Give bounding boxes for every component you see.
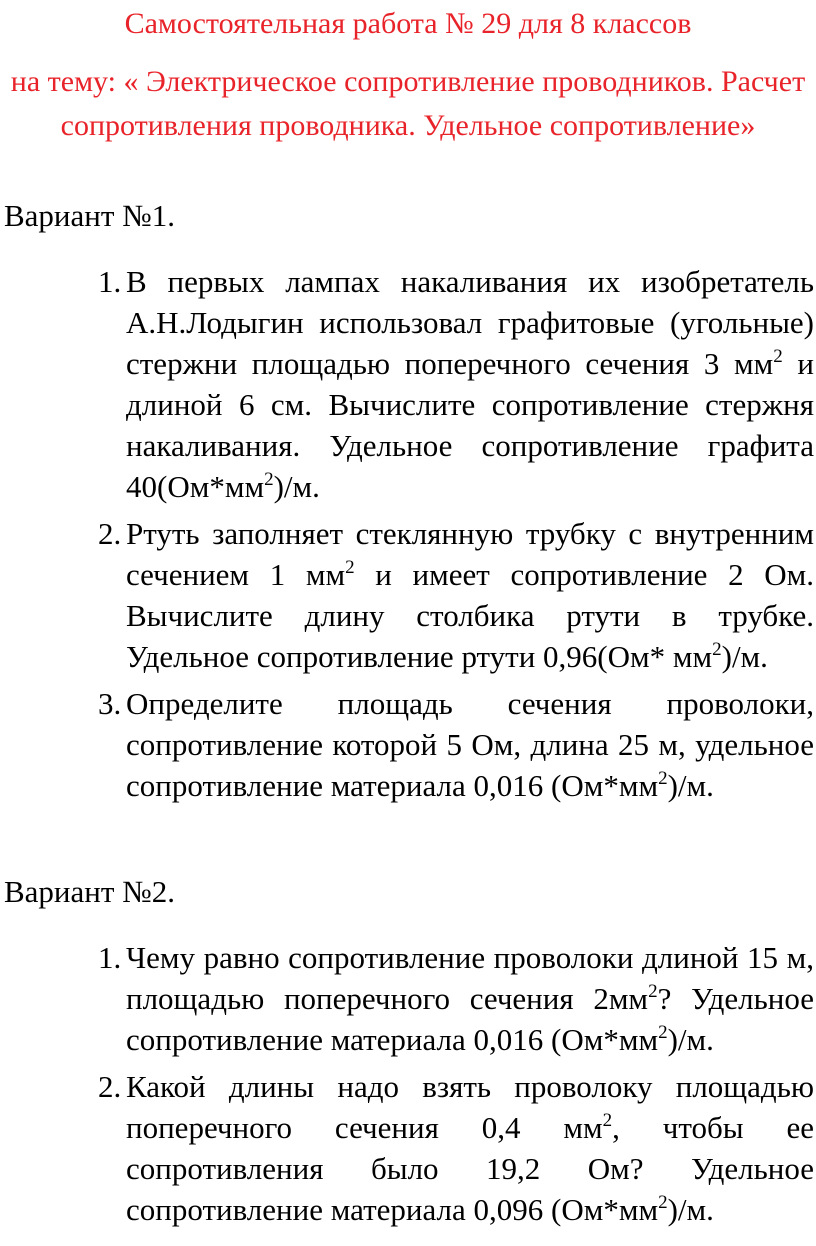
task-text-run: Какой длины надо взять проволоку площадью поперечного сечения 0,4 мм: [126, 1069, 814, 1145]
superscript: 2: [602, 1110, 613, 1131]
superscript: 2: [658, 1022, 668, 1043]
task-text-run: )/м.: [667, 1022, 714, 1057]
task-number: 2.: [98, 516, 122, 551]
task-text-run: )/м.: [667, 1192, 714, 1227]
task-text: [126, 683, 814, 806]
task-text: [126, 513, 814, 677]
task-text: [126, 937, 814, 1060]
task-item: [0, 937, 816, 1060]
task-text-run: и длиной 6 см. Вычислите сопротивление стержня накаливания. Удельное сопротивление графита 40(Ом*мм: [126, 346, 815, 504]
task-number: 3.: [98, 686, 122, 721]
superscript: 2: [658, 1192, 668, 1213]
task-item: [0, 1066, 816, 1230]
superscript: 2: [658, 768, 668, 789]
task-text-run: ? Удельное сопротивление материала 0,016 (Ом*мм: [126, 981, 814, 1057]
document-title: Самостоятельная работа № 29 для 8 классов: [124, 7, 692, 40]
variant-1-task-list: [0, 261, 816, 812]
superscript: 2: [648, 981, 658, 1002]
variant-2-heading: Вариант №2.: [4, 874, 175, 909]
superscript: 2: [712, 639, 722, 660]
task-number: 1.: [98, 264, 122, 299]
task-text: [126, 1066, 814, 1230]
task-text-run: Ртуть заполняет стеклянную трубку с внутренним сечением 1 мм: [126, 516, 814, 592]
task-text: [126, 261, 814, 507]
superscript: 2: [345, 557, 355, 578]
task-text-run: Чему равно сопротивление проволоки длиной 15 м, площадью поперечного сечения 2мм: [126, 940, 814, 1016]
task-text-run: В первых лампах накаливания их изобретатель А.Н.Лодыгин использовал графитовые (угольные) стержни площадью поперечного сечения 3 мм: [126, 264, 814, 381]
task-text-run: , чтобы ее сопротивления было 19,2 Ом? Удельное сопротивление материала 0,096 (Ом*мм: [126, 1110, 814, 1227]
superscript: 2: [264, 469, 274, 490]
task-number: 1.: [98, 940, 122, 975]
task-text-run: )/м.: [273, 469, 320, 504]
task-item: [0, 683, 816, 806]
task-text-run: и имеет сопротивление 2 Ом. Вычислите длину столбика ртути в трубке. Удельное сопротивление ртути 0,96(Ом* мм: [126, 557, 814, 674]
task-text-run: )/м.: [667, 768, 714, 803]
variant-1-heading: Вариант №1.: [4, 198, 175, 233]
task-item: [0, 261, 816, 507]
document-topic: на тему: « Электрическое сопротивление проводников. Расчет сопротивления проводника. Удельное сопротивление»: [10, 65, 806, 142]
superscript: 2: [773, 346, 783, 367]
task-number: 2.: [98, 1069, 122, 1104]
variant-2-task-list: [0, 937, 816, 1236]
task-text-run: )/м.: [721, 639, 768, 674]
task-text-run: Определите площадь сечения проволоки, сопротивление которой 5 Ом, длина 25 м, удельное сопротивление материала 0,016 (Ом*мм: [126, 686, 814, 803]
task-item: [0, 513, 816, 677]
